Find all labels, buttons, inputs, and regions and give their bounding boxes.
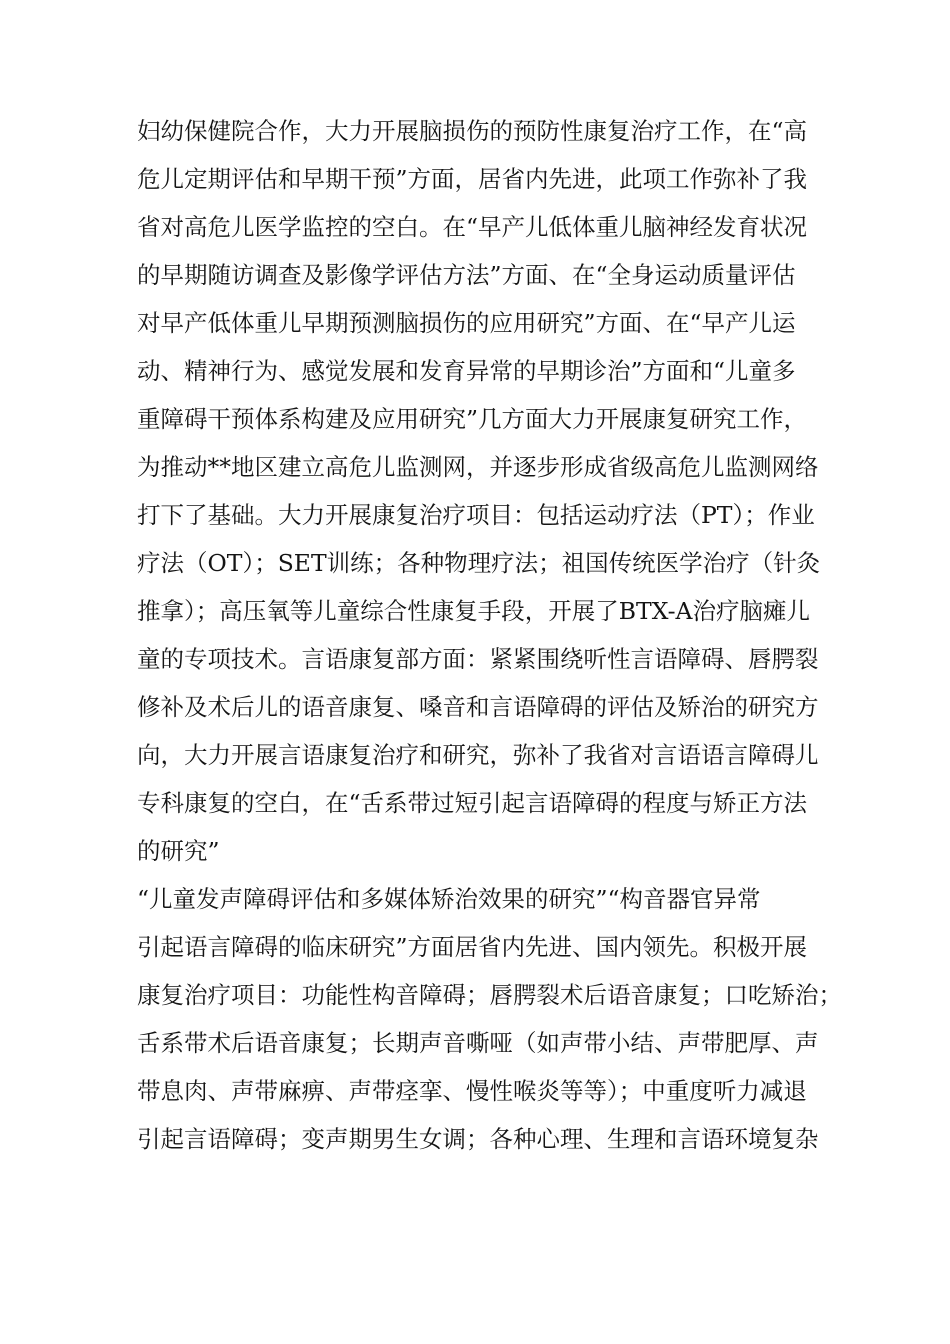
text-line: 童的专项技术。言语康复部方面：紧紧围绕听性言语障碍、唇腭裂 [137, 645, 819, 673]
text-line: 重障碍干预体系构建及应用研究”几方面大力开展康复研究工作， [137, 405, 808, 433]
text-line: 引起言语障碍；变声期男生女调；各种心理、生理和言语环境复杂 [137, 1125, 819, 1153]
text-line: 康复治疗项目：功能性构音障碍；唇腭裂术后语音康复；口吃矫治； [137, 981, 842, 1009]
text-line: 打下了基础。大力开展康复治疗项目：包括运动疗法（PT）；作业 [137, 501, 815, 529]
text-line: 动、精神行为、感觉发展和发育异常的早期诊治”方面和“儿童多 [137, 357, 796, 385]
text-line: 修补及术后儿的语音康复、嗓音和言语障碍的评估及矫治的研究方 [137, 693, 819, 721]
text-line: 的早期随访调查及影像学评估方法”方面、在“全身运动质量评估 [137, 261, 796, 289]
text-line: 舌系带术后语音康复；长期声音嘶哑（如声带小结、声带肥厚、声 [137, 1029, 819, 1057]
text-line: 向，大力开展言语康复治疗和研究，弥补了我省对言语语言障碍儿 [137, 741, 819, 769]
text-line: 为推动**地区建立高危儿监测网，并逐步形成省级高危儿监测网络 [137, 453, 819, 481]
text-line: 推拿）；高压氧等儿童综合性康复手段，开展了BTX-A治疗脑瘫儿 [137, 597, 810, 625]
text-line: 的研究” [137, 837, 220, 865]
text-line: 妇幼保健院合作，大力开展脑损伤的预防性康复治疗工作，在“高 [137, 117, 808, 145]
text-line: 引起语言障碍的临床研究”方面居省内先进、国内领先。积极开展 [137, 933, 808, 961]
text-line: “儿童发声障碍评估和多媒体矫治效果的研究”“构音器官异常 [137, 885, 761, 913]
text-line: 专科康复的空白，在“舌系带过短引起言语障碍的程度与矫正方法 [137, 789, 808, 817]
text-line: 疗法（OT）；SET训练；各种物理疗法；祖国传统医学治疗（针灸 [137, 549, 821, 577]
text-line: 带息肉、声带麻痹、声带痉挛、慢性喉炎等等）；中重度听力减退 [137, 1077, 807, 1105]
text-line: 省对高危儿医学监控的空白。在“早产儿低体重儿脑神经发育状况 [137, 213, 808, 241]
text-line: 危儿定期评估和早期干预”方面，居省内先进，此项工作弥补了我 [137, 165, 808, 193]
text-line: 对早产低体重儿早期预测脑损伤的应用研究”方面、在“早产儿运 [137, 309, 796, 337]
